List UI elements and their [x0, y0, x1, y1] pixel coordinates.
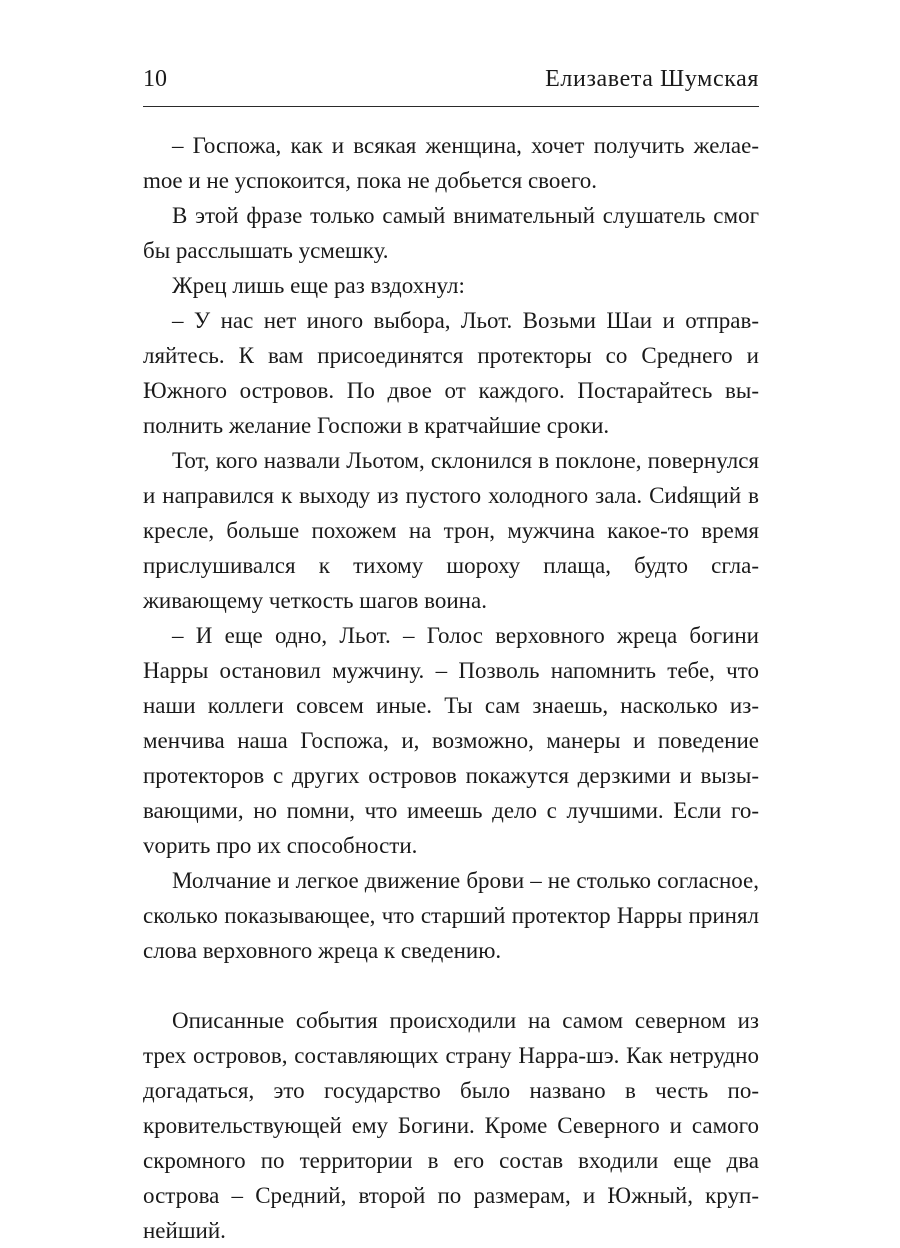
paragraph: Тот, кого назвали Льотом, склонился в поклоне, повернулся и направился к выходу из пустого холодного зала. Сиdящий в кресле, больше похожем на трон, мужчина какое-то время прислушивался к тихому шороху плаща, будто сглаживающему четкость шагов воина.	[143, 448, 759, 613]
body-text	[143, 128, 759, 1248]
running-header	[143, 60, 759, 107]
running-title-author: Елизавета Шумская	[545, 66, 759, 92]
paragraph: – У нас нет иного выбора, Льот. Возьми Шаи и отправляйтесь. К вам присоединятся протекторы со Среднего и Южного островов. По двое от каждого. Постарайтесь выполнить желание Госпожи в кратчайшие сроки.	[143, 308, 759, 438]
page-number: 10	[143, 66, 167, 92]
paragraph: – Госпожа, как и всякая женщина, хочет получить желаеmoe и не успокоится, пока не добьется своего.	[143, 133, 759, 193]
paragraph: Жрец лишь еще раз вздохнул:	[172, 273, 465, 298]
paragraph: В этой фразе только самый внимательный слушатель смог бы расслышать усмешку.	[143, 203, 759, 263]
paragraph: – И еще одно, Льот. – Голос верховного жреца богини Нарры остановил мужчину. – Позволь напомнить тебе, что наши коллеги совсем иные. Ты сам знаешь, насколько изменчива наша Госпожа, и, возможно, манеры и поведение протекторов с других островов покажутся дерзкими и вызывающими, но помни, что имеешь дело с лучшими. Если гоvорить про их способности.	[143, 623, 759, 858]
paragraph-section-start: Описанные события происходили на самом северном из трех островов, составляющих страну Нарра-шэ. Как нетрудно догадаться, это государство было названо в честь покровительствующей ему Богини. Кроме Северного и самого скромного по территории в его состав входили еще два острова – Средний, второй по размерам, и Южный, крупнейший.	[143, 1008, 759, 1243]
paragraph: Молчание и легкое движение брови – не столько согласное, сколько показывающее, что старший протектор Нарры принял слова верховного жреца к сведению.	[143, 868, 759, 963]
